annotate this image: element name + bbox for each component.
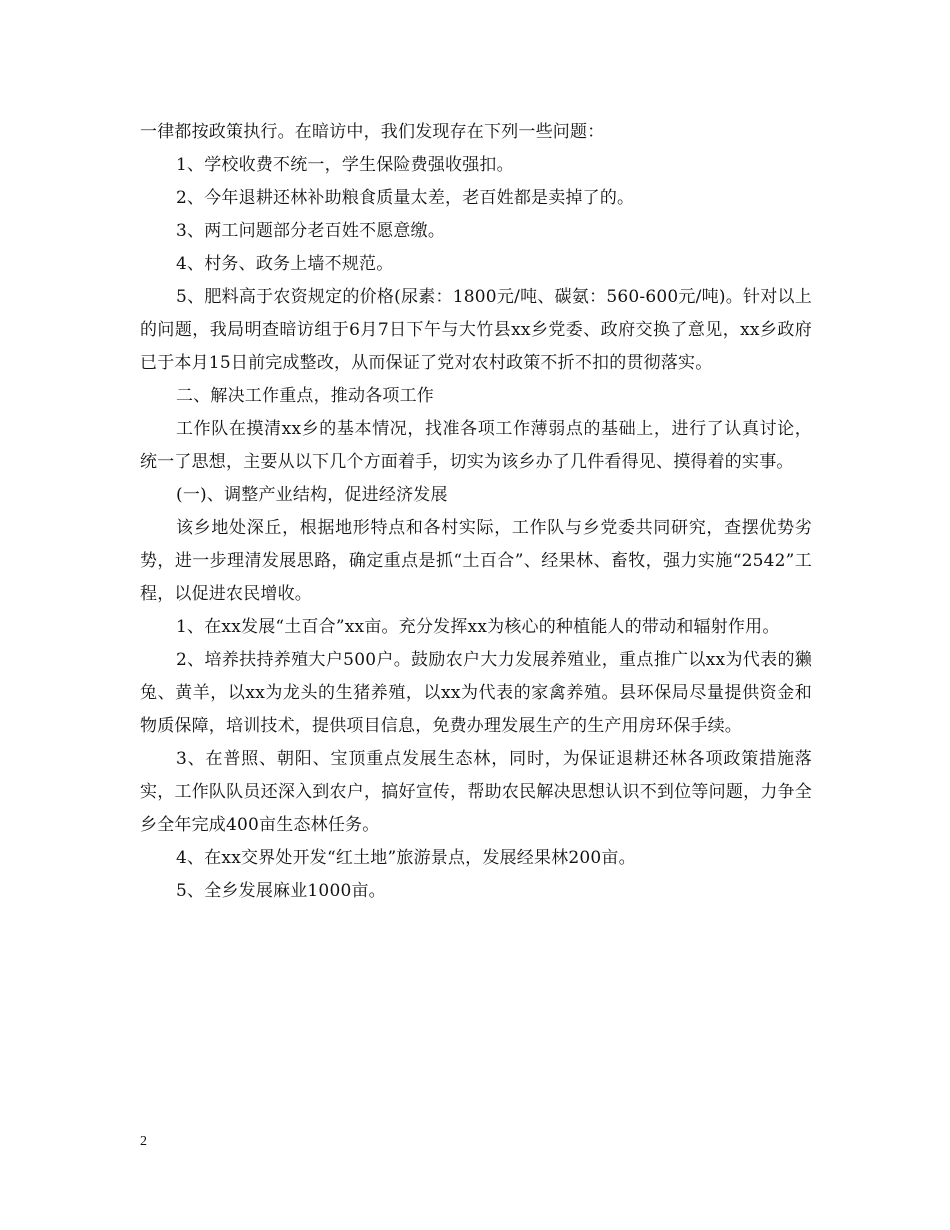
- body-paragraph: 工作队在摸清xx乡的基本情况，找准各项工作薄弱点的基础上，进行了认真讨论，统一了思想，主要从以下几个方面着手，切实为该乡办了几件看得见、摸得着的实事。: [140, 419, 812, 472]
- document-body: [140, 116, 812, 908]
- page-number: 2: [140, 1134, 147, 1149]
- list-item-measure-4: 4、在xx交界处开发“红土地”旅游景点，发展经果林200亩。: [176, 848, 636, 868]
- list-item-measure-3: 3、在普照、朝阳、宝顶重点发展生态林，同时，为保证退耕还林各项政策措施落实，工作队队员还深入到农户，搞好宣传，帮助农民解决思想认识不到位等问题，力争全乡全年完成400亩生态林任务。: [140, 749, 812, 835]
- list-item-measure-2: 2、培养扶持养殖大户500户。鼓励农户大力发展养殖业，重点推广以xx为代表的獭兔、黄羊，以xx为龙头的生猪养殖，以xx为代表的家禽养殖。县环保局尽量提供资金和物质保障，培训技术，提供项目信息，免费办理发展生产的生产用房环保手续。: [140, 650, 812, 736]
- list-item-problem-1: 1、学校收费不统一，学生保险费强收强扣。: [176, 155, 514, 175]
- list-item-problem-2: 2、今年退耕还林补助粮食质量太差，老百姓都是卖掉了的。: [176, 188, 635, 208]
- section-heading: 二、解决工作重点，推动各项工作: [176, 386, 434, 406]
- subsection-heading: (一)、调整产业结构，促进经济发展: [176, 485, 448, 505]
- body-paragraph: 一律都按政策执行。在暗访中，我们发现存在下列一些问题：: [140, 122, 605, 142]
- list-item-problem-3: 3、两工问题部分老百姓不愿意缴。: [176, 221, 446, 241]
- list-item-measure-1: 1、在xx发展“土百合”xx亩。充分发挥xx为核心的种植能人的带动和辐射作用。: [176, 617, 780, 637]
- list-item-problem-4: 4、村务、政务上墙不规范。: [176, 254, 394, 274]
- list-item-measure-5: 5、全乡发展麻业1000亩。: [176, 881, 386, 901]
- body-paragraph: 该乡地处深丘，根据地形特点和各村实际，工作队与乡党委共同研究，查摆优势劣势，进一步理清发展思路，确定重点是抓“土百合”、经果林、畜牧，强力实施“2542”工程，以促进农民增收。: [140, 518, 812, 604]
- list-item-problem-5: 5、肥料高于农资规定的价格(尿素：1800元/吨、碳氨：560-600元/吨)。针对以上的问题，我局明查暗访组于6月7日下午与大竹县xx乡党委、政府交换了意见，xx乡政府已于本月15日前完成整改，从而保证了党对农村政策不折不扣的贯彻落实。: [140, 287, 812, 373]
